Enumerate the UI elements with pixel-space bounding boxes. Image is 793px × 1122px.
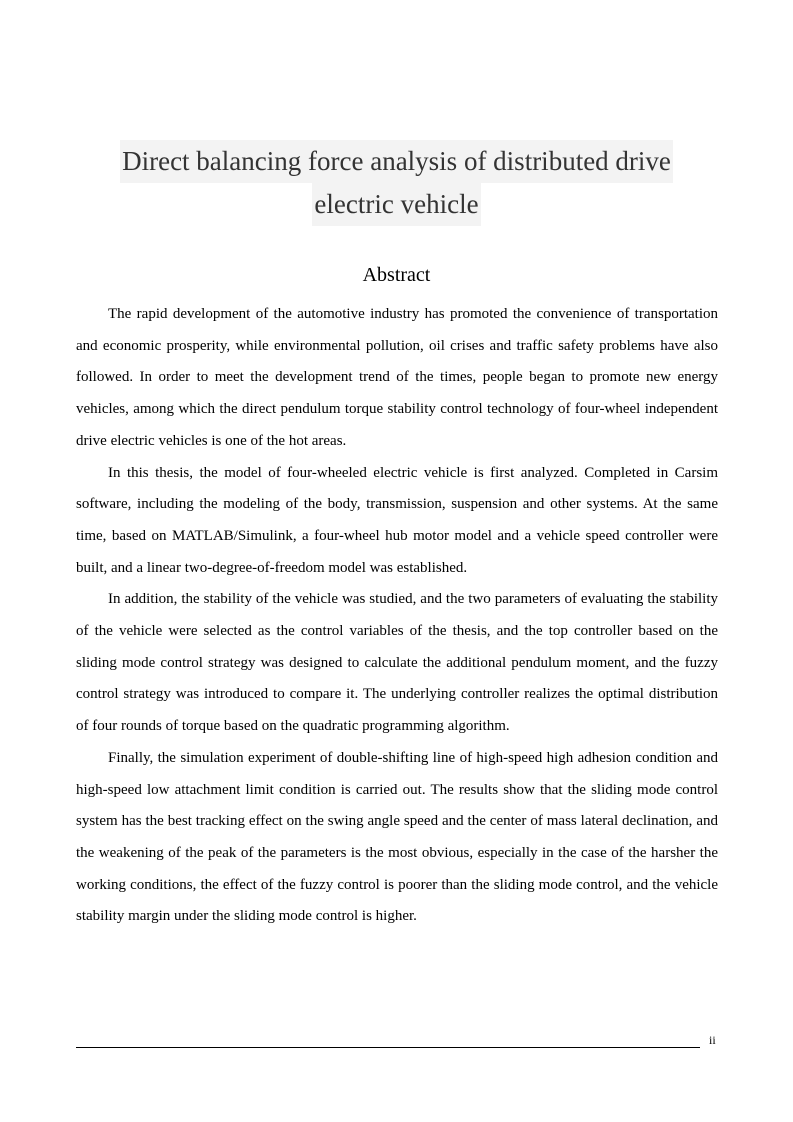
- title-line-1: Direct balancing force analysis of distributed drive: [120, 140, 673, 183]
- footer-rule: [76, 1047, 700, 1048]
- page-number: ii: [709, 1033, 716, 1047]
- title-line-2: electric vehicle: [312, 183, 480, 226]
- abstract-paragraph-2: In this thesis, the model of four-wheeled electric vehicle is first analyzed. Completed in Carsim software, including the modeling of the body, transmission, suspension and other systems. At the same time, based on MATLAB/Simulink, a four-wheel hub motor model and a vehicle speed controller were built, and a linear two-degree-of-freedom model was established.: [76, 464, 718, 576]
- abstract-heading: Abstract: [362, 264, 431, 286]
- abstract-paragraph-4: Finally, the simulation experiment of double-shifting line of high-speed high adhesion condition and high-speed low attachment limit condition is carried out. The results show that the sliding mode control system has the best tracking effect on the swing angle speed and the center of mass lateral declination, and the weakening of the peak of the parameters is the most obvious, especially in the case of the harsher the working conditions, the effect of the fuzzy control is poorer than the sliding mode control, and the vehicle stability margin under the sliding mode control is higher.: [76, 749, 718, 925]
- abstract-body: [76, 299, 718, 933]
- abstract-paragraph-1: The rapid development of the automotive industry has promoted the convenience of transportation and economic prosperity, while environmental pollution, oil crises and traffic safety problems have also followed. In order to meet the development trend of the times, people began to promote new energy vehicles, among which the direct pendulum torque stability control technology of four-wheel independent drive electric vehicles is one of the hot areas.: [76, 306, 718, 449]
- abstract-paragraph-3: In addition, the stability of the vehicle was studied, and the two parameters of evaluating the stability of the vehicle were selected as the control variables of the thesis, and the top controller based on the sliding mode control strategy was designed to calculate the additional pendulum moment, and the fuzzy control strategy was introduced to compare it. The underlying controller realizes the optimal distribution of four rounds of torque based on the quadratic programming algorithm.: [76, 591, 718, 735]
- paper-title: [0, 140, 793, 226]
